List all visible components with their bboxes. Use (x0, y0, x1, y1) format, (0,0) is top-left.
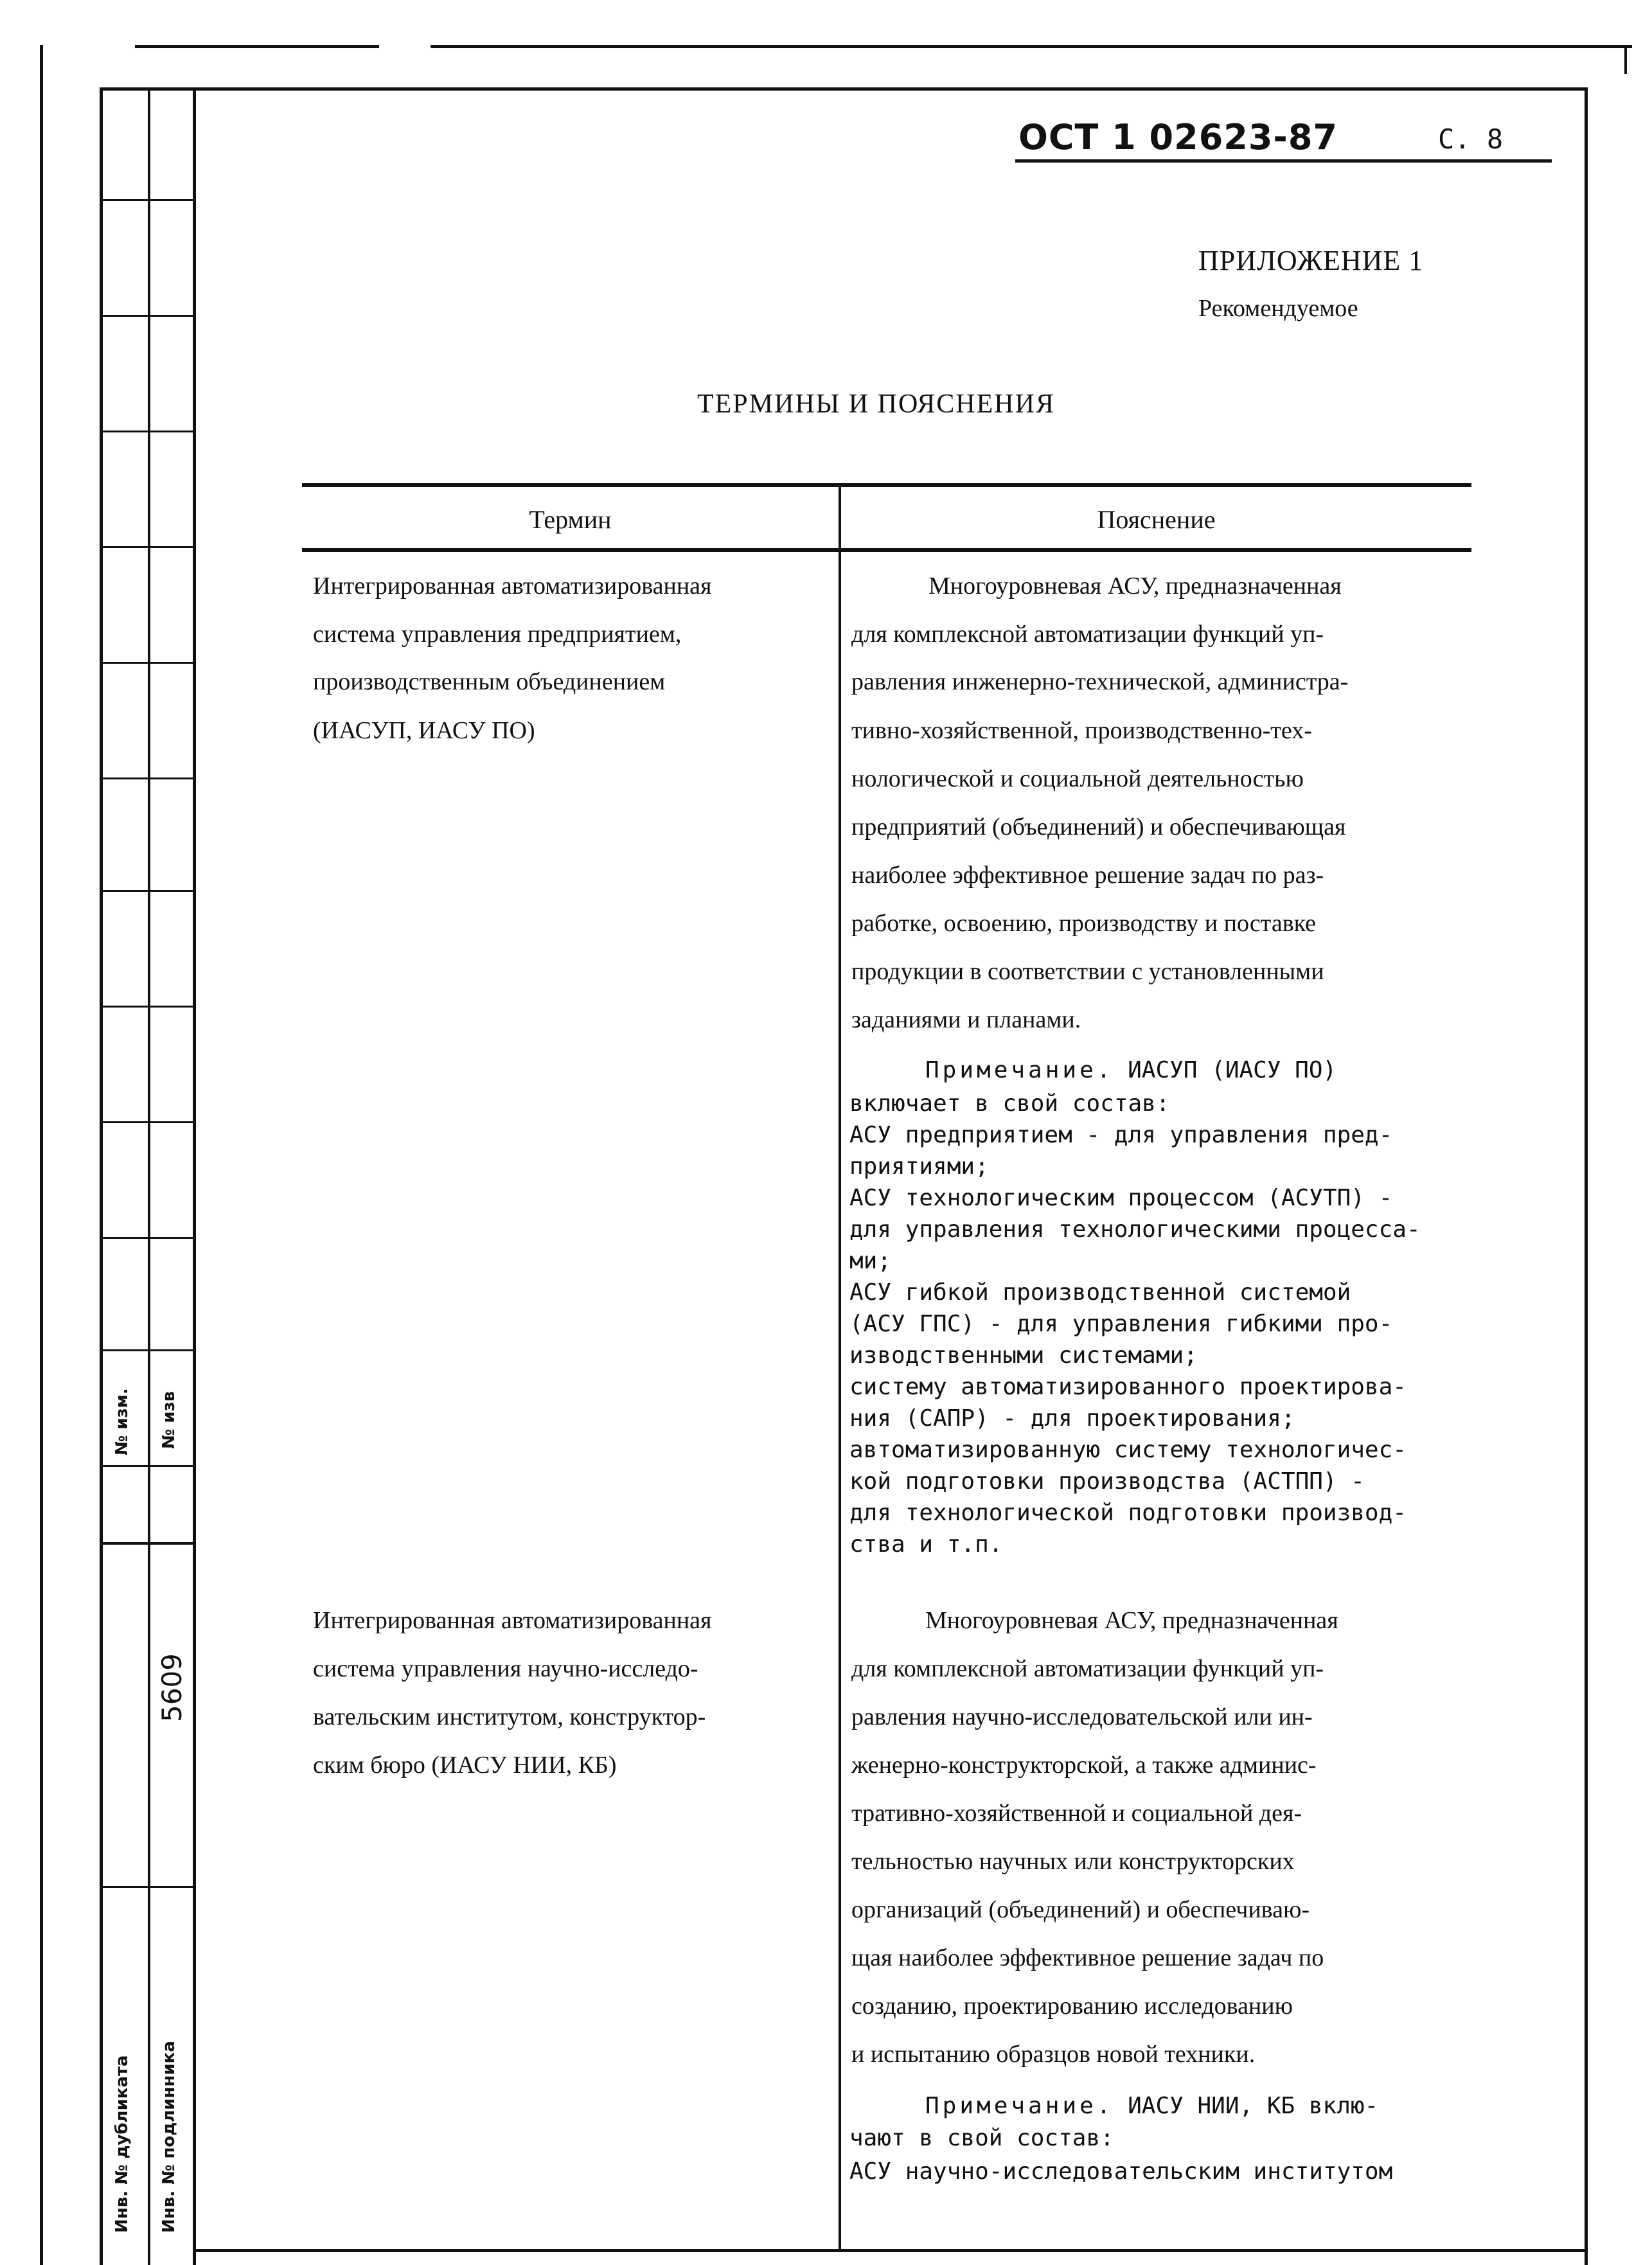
stamp-inv-original: Инв. № подлинника (159, 2041, 179, 2233)
document-code: ОСТ 1 02623-87 (1018, 117, 1338, 157)
stamp-change-no: № изм. (112, 1388, 132, 1455)
explanation-line: заданиями и планами. (851, 1006, 1081, 1033)
note-line: для технологической подготовки производ- (849, 1500, 1407, 1526)
table-top-rule (302, 483, 1471, 487)
top-edge-right (431, 45, 1632, 48)
explanation-line: Многоуровневая АСУ, предназначенная (925, 1607, 1338, 1634)
note-heading: Примечание. (925, 2093, 1114, 2119)
inner-frame-right (1585, 87, 1588, 2265)
note-line: изводственными системами; (849, 1342, 1198, 1369)
note-line: систему автоматизированного проектирова- (849, 1374, 1407, 1400)
explanation-line: щая наиболее эффективное решение задач по (851, 1944, 1324, 1971)
term-line: система управления предприятием, (313, 621, 682, 648)
explanation-line: равления инженерно-технической, администра- (851, 668, 1349, 695)
header-rule (1015, 159, 1552, 163)
note-line: ния (САПР) - для проектирования; (849, 1405, 1295, 1432)
term-line: производственным объединением (313, 668, 666, 695)
term-line: (ИАСУП, ИАСУ ПО) (313, 717, 535, 744)
right-edge-mark (1624, 48, 1627, 74)
term-line: вательским институтом, конструктор- (313, 1703, 706, 1730)
appendix-label: ПРИЛОЖЕНИЕ 1 (1198, 245, 1424, 276)
note-line: автоматизированную систему технологичес- (849, 1437, 1407, 1463)
inner-frame-top (100, 87, 1587, 91)
column-header-term: Термин (529, 505, 612, 534)
explanation-line: Многоуровневая АСУ, предназначенная (928, 573, 1342, 600)
explanation-line: продукции в соответствии с установленными (851, 958, 1324, 985)
note-line: чают в свой состав: (849, 2125, 1114, 2151)
term-line: система управления научно-исследо- (313, 1655, 698, 1682)
explanation-line: тельностью научных или конструкторских (851, 1848, 1295, 1875)
explanation-line: тивно-хозяйственной, производственно-тех- (851, 717, 1312, 744)
term-line: Интегрированная автоматизированная (313, 1607, 712, 1634)
explanation-line: работке, освоению, производству и поставке (851, 910, 1317, 937)
table-header-rule (302, 548, 1471, 552)
note-line: (АСУ ГПС) - для управления гибкими про- (849, 1311, 1393, 1337)
note-line: включает в свой состав: (849, 1090, 1170, 1117)
note-line: приятиями; (849, 1153, 989, 1180)
column-divider (839, 483, 841, 2249)
column-header-explanation: Пояснение (1097, 505, 1216, 534)
stamp-inv-number: 5609 (156, 1653, 188, 1722)
stamp-notice-no: № изв (159, 1390, 179, 1449)
explanation-line: для комплексной автоматизации функций уп- (851, 621, 1324, 648)
inner-frame-bottom (193, 2249, 1587, 2252)
note-text: ИАСУ НИИ, КБ вклю- (1114, 2093, 1379, 2119)
explanation-line: организаций (объединений) и обеспечиваю- (851, 1896, 1310, 1923)
note-line: ства и т.п. (849, 1531, 1003, 1558)
explanation-line: для комплексной автоматизации функций уп- (851, 1655, 1324, 1682)
note-line: кой подготовки производства (АСТПП) - (849, 1468, 1365, 1495)
page-title: ТЕРМИНЫ И ПОЯСНЕНИЯ (697, 389, 1055, 419)
note-line (925, 1059, 1337, 1082)
explanation-line: и испытанию образцов новой техники. (851, 2041, 1256, 2068)
explanation-line: тративно-хозяйственной и социальной дея- (851, 1800, 1302, 1827)
note-line: АСУ технологическим процессом (АСУТП) - (849, 1185, 1393, 1211)
explanation-line: равления научно-исследовательской или ин- (851, 1703, 1313, 1730)
stamp-inv-duplicate: Инв. № дубликата (112, 2055, 132, 2233)
explanation-line: предприятий (объединений) и обеспечивающая (851, 813, 1346, 840)
note-line: АСУ научно-исследовательским институтом (849, 2158, 1393, 2185)
term-line: Интегрированная автоматизированная (313, 573, 712, 600)
note-line: ми; (849, 1248, 892, 1274)
explanation-line: созданию, проектированию исследованию (851, 1993, 1293, 2020)
appendix-status: Рекомендуемое (1198, 295, 1358, 322)
note-heading: Примечание. (925, 1057, 1114, 1083)
note-line (925, 2095, 1378, 2118)
term-line: ским бюро (ИАСУ НИИ, КБ) (313, 1752, 617, 1779)
explanation-line: нологической и социальной деятельностью (851, 765, 1304, 792)
explanation-line: женерно-конструкторской, а также админис- (851, 1752, 1317, 1779)
explanation-line: наиболее эффективное решение задач по раз- (851, 862, 1324, 889)
page-number: С. 8 (1438, 123, 1504, 155)
top-edge-left (135, 45, 379, 48)
note-text: ИАСУП (ИАСУ ПО) (1114, 1057, 1337, 1083)
note-line: для управления технологическими процесса- (849, 1216, 1421, 1243)
outer-left-border (40, 45, 43, 2265)
note-line: АСУ предприятием - для управления пред- (849, 1122, 1393, 1148)
note-line: АСУ гибкой производственной системой (849, 1279, 1351, 1306)
